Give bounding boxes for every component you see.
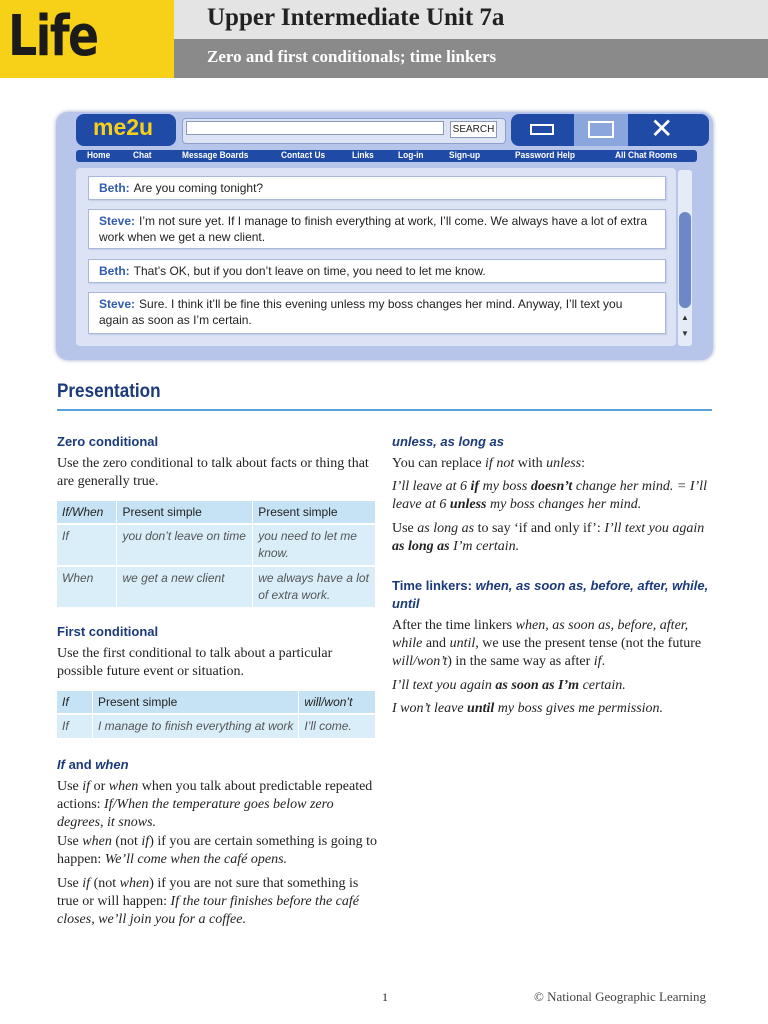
zero-conditional-heading: Zero conditional	[57, 434, 159, 449]
nav-all-chat-rooms[interactable]: All Chat Rooms	[615, 150, 678, 161]
unit-title: Upper Intermediate Unit 7a	[207, 4, 505, 31]
table-header: Present simple	[253, 501, 376, 524]
unless-heading: unless, as long as	[392, 434, 504, 449]
nav-sign-up[interactable]: Sign-up	[449, 150, 481, 161]
chat-search-input[interactable]	[186, 121, 444, 135]
table-cell: I’ll come.	[299, 714, 376, 739]
nav-password-help[interactable]: Password Help	[515, 150, 575, 161]
chat-message: Beth: Are you coming tonight?	[88, 176, 666, 200]
table-row	[57, 524, 376, 566]
table-cell: you don’t leave on time	[117, 524, 253, 566]
chat-nav-bar	[76, 150, 697, 162]
table-cell: If	[57, 714, 92, 739]
table-header: Present simple	[92, 691, 298, 714]
table-row	[57, 566, 376, 608]
scroll-up-icon[interactable]: ▲	[681, 313, 689, 322]
chat-message: Beth: That’s OK, but if you don’t leave on time, you need to let me know.	[88, 259, 666, 283]
table-header: If/When	[57, 501, 117, 524]
table-header: Present simple	[117, 501, 253, 524]
nav-contact-us[interactable]: Contact Us	[281, 150, 326, 161]
table-row	[57, 714, 376, 739]
table-cell: If	[57, 524, 117, 566]
close-icon[interactable]: ✕	[650, 112, 674, 145]
time-linkers-example-2: I won’t leave until my boss gives me permission.	[392, 701, 664, 716]
nav-links[interactable]: Links	[352, 150, 374, 161]
unless-example: I’ll leave at 6 if my boss doesn’t change her mind. = I’ll leave at 6 unless my boss changes her mind.	[392, 479, 707, 512]
first-conditional-text: Use the first conditional to talk about a particular possible future event or situation.	[57, 646, 333, 679]
time-linkers-rule: After the time linkers when, as soon as, before, after, while and until, we use the present tense (not the future will/won’t) in the same way as after if.	[392, 618, 702, 669]
time-linkers-heading: Time linkers: when, as soon as, before, after, while, until	[392, 578, 709, 611]
as-long-as-rule: Use as long as to say ‘if and only if’: I’ll text you again as long as I’m certain.	[392, 521, 705, 554]
first-conditional-table	[57, 691, 376, 740]
if-when-rule-1: Use if or when when you talk about predictable repeated actions: If/When the temperature goes below zero degrees, it snows.	[57, 779, 373, 830]
copyright: © National Geographic Learning	[534, 989, 706, 1004]
table-cell: When	[57, 566, 117, 608]
table-cell: you need to let me know.	[253, 524, 376, 566]
chat-scroll-thumb[interactable]	[679, 212, 691, 308]
table-header-row	[57, 691, 376, 714]
nav-home[interactable]: Home	[87, 150, 111, 161]
zero-conditional-table	[57, 501, 376, 609]
minimize-icon	[530, 124, 554, 135]
table-cell: we get a new client	[117, 566, 253, 608]
scroll-down-icon[interactable]: ▼	[681, 329, 689, 338]
table-cell: we always have a lot of extra work.	[253, 566, 376, 608]
maximize-icon	[588, 121, 614, 138]
chat-app-logo: me2u	[93, 114, 154, 140]
table-header-row	[57, 501, 376, 524]
first-conditional-heading: First conditional	[57, 624, 159, 639]
nav-chat[interactable]: Chat	[133, 150, 152, 161]
nav-message-boards[interactable]: Message Boards	[182, 150, 249, 161]
chat-message: Steve: I’m not sure yet. If I manage to finish everything at work, I’ll come. We always have a lot of extra work when we get a new client.	[88, 209, 666, 249]
unless-rule: You can replace if not with unless:	[392, 456, 585, 471]
if-and-when-heading: If and when	[57, 757, 129, 772]
if-when-rule-2: Use when (not if) if you are certain something is going to happen: We’ll come when the café opens.	[57, 834, 378, 867]
table-cell: I manage to finish everything at work	[92, 714, 298, 739]
section-title: Presentation	[57, 381, 161, 402]
unit-subtitle: Zero and first conditionals; time linkers	[207, 47, 497, 66]
nav-log-in[interactable]: Log-in	[398, 150, 424, 161]
chat-message: Steve: Sure. I think it’ll be fine this evening unless my boss changes her mind. Anyway, I’ll text you again as soon as I’m certain.	[88, 292, 666, 334]
section-rule	[57, 409, 712, 411]
table-header: will/won’t	[299, 691, 376, 714]
life-logo: Life	[8, 4, 98, 69]
time-linkers-example-1: I’ll text you again as soon as I’m certain.	[392, 678, 626, 693]
table-header: If	[57, 691, 92, 714]
if-when-rule-3: Use if (not when) if you are not sure that something is true or will happen: If the tour finishes before the café closes, we’ll join you for a coffee.	[57, 876, 359, 927]
page-number: 1	[382, 990, 388, 1004]
chat-search-button[interactable]: SEARCH	[450, 121, 497, 138]
zero-conditional-text: Use the zero conditional to talk about facts or thing that are generally true.	[57, 456, 369, 489]
